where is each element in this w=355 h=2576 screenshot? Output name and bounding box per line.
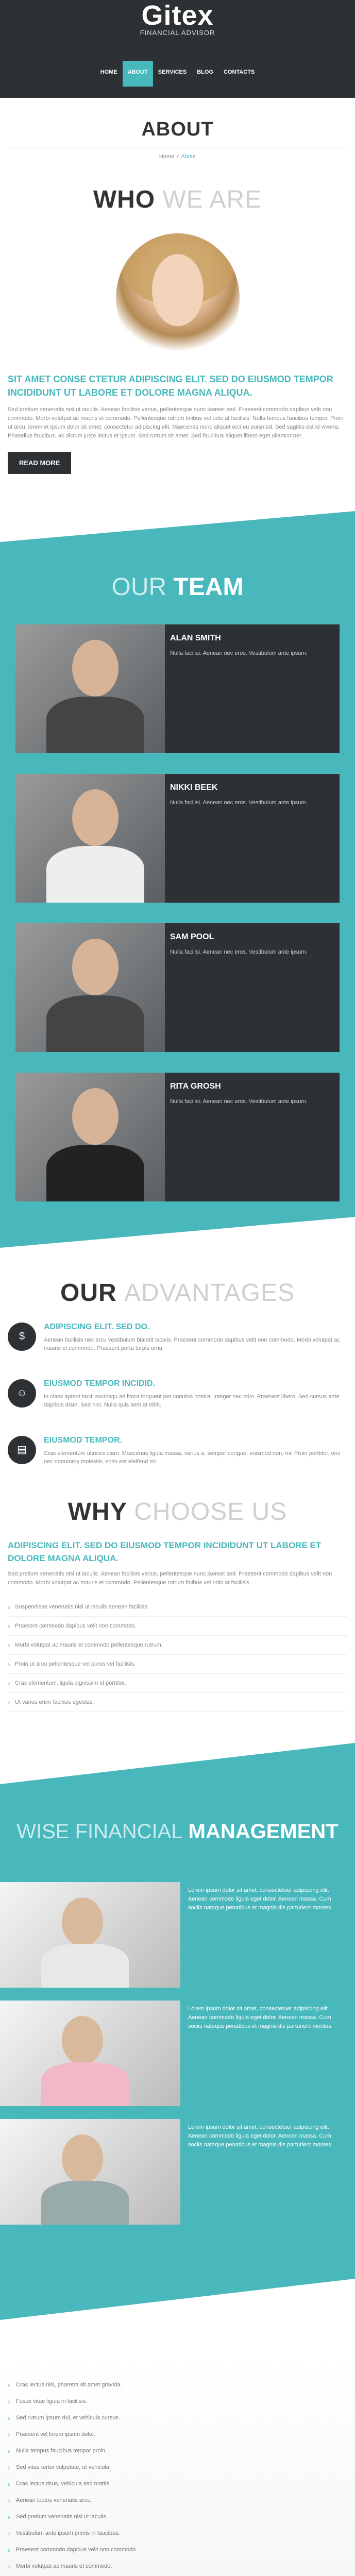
wfm-title (0, 1820, 355, 1843)
advantage-text: Aenean facilisis nec arcu vestibulum blandit iaculis. Praesent commodo dapibus velit non commodo. Morbi volutpat ac mauris et commodo. Praesent porta turpis urna. (44, 1337, 340, 1351)
who-title-light: WE ARE (162, 186, 262, 213)
team-title-light: OUR (111, 573, 167, 601)
advantage-item (8, 1436, 347, 1477)
list-item: › Fusce vitae ligula in facilisis. (8, 2393, 347, 2410)
list-item: › Nulla tempus faucibus tempor proin. (8, 2443, 347, 2459)
why-title (8, 1498, 347, 1526)
page-title: ABOUT (141, 118, 214, 140)
who-text: Sed pretium venenatis nisl ut iaculis. Aenean facilisis varius, pellentesque nunc laoreet sed. Praesent commodo dapibus velit non commodo. Morbi volutpat ac mauris et commodo. Pellentesque rutrum finibus vel odio at facilisis. Nulla tempus faucibus tempor. Proin ut arcu, lorem et ipsum dolor sit amet, consectetur adipiscing elit. Maecenas nunc aliquet orci eu euismod. Sed sagittis est id viverra. Phasellus faucibus, ac dictum justo lectus et ipsum. Sed rutrum sit amet. Sed faucibus aliquet libero eget ullamcorper. (8, 406, 344, 439)
wfm-photo (0, 2001, 180, 2106)
list-item: › Sed vitae tortor vulputate, ut vehicula. (8, 2459, 347, 2476)
member-name: ALAN SMITH (170, 634, 221, 642)
nav-blog[interactable]: BLOG (197, 69, 214, 75)
list-item: › Ut varius enim facilisis egestas. (8, 1693, 347, 1712)
who-heading: SIT AMET CONSE CTETUR ADIPISCING ELIT. SED DO EIUSMOD TEMPOR INCIDIDUNT UT LABORE ET DOLORE MAGNA ALIQUA. (8, 374, 333, 398)
wfm-row (0, 1882, 355, 1988)
main-nav (0, 61, 355, 87)
list-item: › Sed pretium venenatis nisl ut iaculis. (8, 2509, 347, 2525)
list-item: › Cras lectus nisl, pharetra sit amet gravida. (8, 2377, 347, 2393)
list-item: › Cras lectus risus, vehicula sed mattis. (8, 2476, 347, 2492)
member-text: Nulla facilisi. Aenean nec eros. Vestibulum ante ipsum. (170, 650, 308, 656)
advantage-item (8, 1379, 347, 1420)
dollar-icon: $ (8, 1323, 36, 1351)
member-text: Nulla facilisi. Aenean nec eros. Vestibulum ante ipsum. (170, 800, 308, 806)
nav-contacts[interactable]: CONTACTS (224, 69, 255, 75)
list-item: › Proin ut arcu pellentesque vel purus vel facilisis. (8, 1655, 347, 1674)
logo[interactable] (0, 0, 355, 37)
logo-title: Gitex (141, 0, 214, 31)
advantage-item (8, 1323, 347, 1364)
member-text: Nulla facilisi. Aenean nec eros. Vestibulum ante ipsum. (170, 1098, 308, 1105)
advantage-title: ADIPISCING ELIT. SED DO. (44, 1323, 150, 1331)
team-member-card (15, 923, 340, 1052)
who-title-strong: WHO (93, 186, 156, 213)
why-title-light: CHOOSE US (134, 1498, 288, 1526)
who-title (0, 185, 355, 214)
advantages-title (8, 1279, 347, 1307)
team-section (0, 511, 355, 1248)
member-text: Nulla facilisi. Aenean nec eros. Vestibulum ante ipsum. (170, 949, 308, 955)
wfm-photo (0, 2119, 180, 2225)
member-name: SAM POOL (170, 933, 214, 941)
team-member-card (15, 774, 340, 903)
member-name: RITA GROSH (170, 1082, 221, 1091)
list-item: › Praesent commodo dapibus velit non commodo. (8, 1617, 347, 1636)
list-item: › Vestibulum ante ipsum primis in faucibus. (8, 2525, 347, 2541)
people-icon: ☺ (8, 1379, 36, 1408)
page-title-bar (0, 98, 355, 160)
member-photo (15, 624, 165, 753)
who-photo (116, 233, 240, 362)
wfm-photo (0, 1882, 180, 1988)
list-item: › Morbi volutpat ac mauris et commodo. (8, 2558, 347, 2574)
list-item: › Aenean luctus venenatis arcu. (8, 2492, 347, 2509)
wise-financial-management-section (0, 1743, 355, 2320)
logo-subtitle: FINANCIAL ADVISOR (140, 29, 215, 37)
features-list (8, 2377, 347, 2576)
wfm-row (0, 2001, 355, 2106)
member-name: NIKKI BEEK (170, 783, 218, 792)
advantage-title: EIUSMOD TEMPOR. (44, 1436, 123, 1445)
member-photo (15, 1073, 165, 1201)
list-item: › Praesent commodo dapibus velit non commodo. (8, 2541, 347, 2558)
advantage-text: In class aptent taciti sociosqu ad litora torquent per conubia nostra. Integer nec odio. Praesent libero. Sed cursus ante dapibus diam. Sed nisi. Nulla quis sem at nibh. (44, 1394, 340, 1408)
wfm-row (0, 2119, 355, 2225)
list-item: › Sed rutrum ipsum dui, et vehicula cursus. (8, 2410, 347, 2426)
advantages-title-strong: OUR (60, 1279, 117, 1307)
advantages-section (0, 1248, 355, 1477)
advantage-title: EIUSMOD TEMPOR INCIDID. (44, 1379, 156, 1388)
wfm-text: Lorem ipsum dolor sit amet, consectetuer adipiscing elit. Aenean commodo ligula eget dolor. Aenean massa. Cum sociis natoque penatibus et magnis dis parturient montes. (188, 1887, 333, 1911)
list-item: › Suspendisse venenatis nisl ut iaculis aenean facilisis. (8, 1598, 347, 1617)
chart-icon: ▤ (8, 1436, 36, 1464)
wfm-text: Lorem ipsum dolor sit amet, consectetuer adipiscing elit. Aenean commodo ligula eget dolor. Aenean massa. Cum sociis natoque penatibus et magnis dis parturient montes. (188, 2124, 333, 2148)
list-item: › Morbi volutpat ac mauris et commodo pellentesque rutrum. (8, 1636, 347, 1655)
nav-services[interactable]: SERVICES (158, 69, 187, 75)
nav-home[interactable]: HOME (100, 69, 117, 75)
breadcrumb-current: About (181, 154, 196, 160)
wfm-text: Lorem ipsum dolor sit amet, consectetuer adipiscing elit. Aenean commodo ligula eget dolor. Aenean massa. Cum sociis natoque penatibus et magnis dis parturient montes. (188, 2006, 333, 2029)
read-more-button[interactable]: READ MORE (8, 452, 71, 474)
wfm-title-light: WISE FINANCIAL (16, 1820, 183, 1843)
wfm-title-strong: MANAGEMENT (188, 1820, 339, 1843)
why-choose-us-section (0, 1477, 355, 1712)
nav-about[interactable]: ABOUT (123, 61, 153, 87)
why-list (8, 1598, 347, 1712)
team-title (0, 573, 355, 601)
why-heading: ADIPISCING ELIT. SED DO EIUSMOD TEMPOR INCIDIDUNT UT LABORE ET DOLORE MAGNA ALIQUA. (8, 1540, 322, 1563)
why-text: Sed pretium venenatis nisl ut iaculis. Aenean facilisis varius, pellentesque nunc laoreet sed. Praesent commodo dapibus velit non commodo. Morbi volutpat ac mauris et commodo. Pellentesque rutrum finibus vel odio at facilisis. (8, 1571, 332, 1586)
breadcrumb-home[interactable]: Home (159, 154, 175, 160)
team-member-card (15, 624, 340, 753)
breadcrumb-separator: / (177, 154, 179, 160)
features-list-section (0, 2356, 355, 2576)
who-we-are-section (0, 160, 355, 485)
advantage-text: Cras elementum ultrices diam. Maecenas ligula massa, varius a, semper congue, euismod non, mi. Proin porttitor, orci nec nonummy molestie, enim est eleifend mi. (44, 1450, 341, 1465)
why-title-strong: WHY (67, 1498, 127, 1526)
list-item: › Praesent vel lorem ipsum dolor. (8, 2426, 347, 2443)
header (0, 0, 355, 98)
advantages-title-light: ADVANTAGES (124, 1279, 295, 1307)
list-item: › Cras elementum, ligula dignissim id porttitor. (8, 1674, 347, 1693)
member-photo (15, 923, 165, 1052)
team-title-strong: TEAM (173, 573, 244, 601)
team-member-card (15, 1073, 340, 1201)
member-photo (15, 774, 165, 903)
breadcrumb (0, 154, 355, 160)
